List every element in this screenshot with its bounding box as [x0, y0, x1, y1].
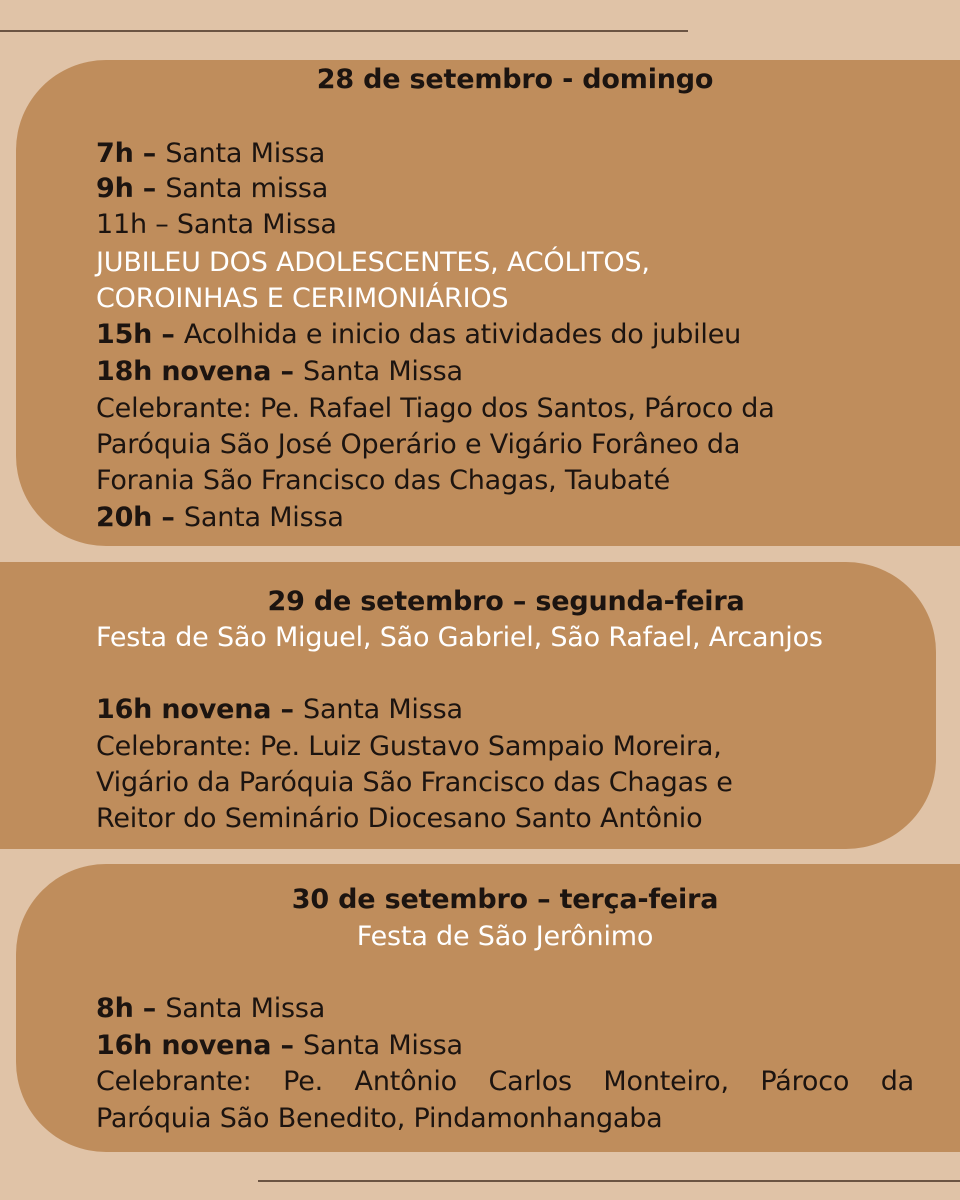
event-label: Santa Missa	[303, 694, 463, 725]
day-heading: 30 de setembro – terça-feira	[291, 884, 719, 915]
event-label: Santa Missa	[165, 138, 326, 169]
celebrant-line: Paróquia São Benedito, Pindamonhangaba	[96, 1103, 663, 1134]
schedule-item	[96, 692, 463, 728]
separator: –	[271, 694, 304, 725]
celebrant-line: Reitor do Seminário Diocesano Santo Antônio	[96, 803, 703, 834]
time-label: 16h novena	[96, 694, 272, 725]
schedule-item	[96, 354, 463, 390]
celebrant-line: Paróquia São José Operário e Vigário Forâneo da	[96, 429, 741, 460]
time-label: 15h	[96, 319, 153, 350]
event-label: Santa Missa	[303, 356, 463, 387]
schedule-item	[96, 991, 325, 1027]
time-label: 7h	[96, 138, 134, 169]
separator: –	[271, 1030, 304, 1061]
separator: –	[271, 356, 304, 387]
separator: –	[133, 138, 166, 169]
celebrant-line: Celebrante: Pe. Antônio Carlos Monteiro, Pároco da	[96, 1066, 914, 1097]
event-label: Santa missa	[165, 173, 329, 204]
time-label: 9h	[96, 173, 134, 204]
separator: –	[133, 993, 166, 1024]
event-label: Santa Missa	[183, 502, 344, 533]
time-label: 18h novena	[96, 356, 272, 387]
separator: –	[152, 502, 184, 533]
schedule-item	[96, 1028, 463, 1064]
schedule-item	[96, 171, 328, 207]
jubilee-highlight-line-2: COROINHAS E CERIMONIÁRIOS	[96, 283, 509, 314]
separator: –	[152, 319, 184, 350]
schedule-item	[96, 500, 344, 536]
schedule-item	[96, 317, 741, 353]
event-label: Santa Missa	[303, 1030, 463, 1061]
top-divider	[0, 30, 688, 32]
time-label: 20h	[96, 502, 153, 533]
celebrant-line: Celebrante: Pe. Rafael Tiago dos Santos, Pároco da	[96, 393, 775, 424]
feast-subtitle: Festa de São Miguel, São Gabriel, São Rafael, Arcanjos	[96, 622, 823, 653]
celebrant-line: Celebrante: Pe. Luiz Gustavo Sampaio Moreira,	[96, 731, 722, 762]
celebrant-line: Vigário da Paróquia São Francisco das Chagas e	[96, 767, 733, 798]
event-label: Acolhida e inicio das atividades do jubileu	[183, 319, 742, 350]
feast-subtitle: Festa de São Jerônimo	[356, 921, 654, 952]
separator: –	[133, 173, 166, 204]
day-heading: 28 de setembro - domingo	[316, 64, 714, 95]
bottom-divider	[258, 1180, 960, 1182]
time-label: 16h novena	[96, 1030, 272, 1061]
time-label: 8h	[96, 993, 134, 1024]
jubilee-highlight-line-1: JUBILEU DOS ADOLESCENTES, ACÓLITOS,	[96, 247, 650, 278]
schedule-item	[96, 136, 325, 172]
celebrant-line: Forania São Francisco das Chagas, Taubaté	[96, 465, 671, 496]
event-label: Santa Missa	[165, 993, 326, 1024]
day-heading: 29 de setembro – segunda-feira	[267, 586, 745, 617]
schedule-item: 11h – Santa Missa	[96, 209, 337, 240]
